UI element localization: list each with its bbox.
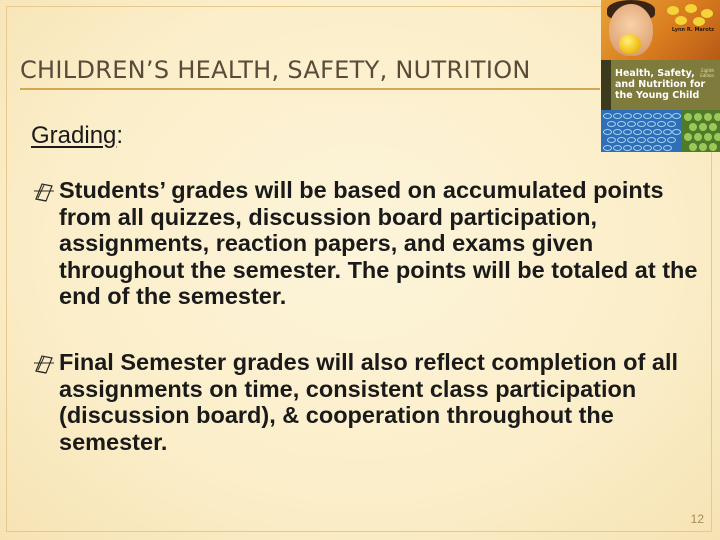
book-bullet-icon <box>33 180 59 204</box>
book-title-band <box>601 60 720 110</box>
section-heading-text: Grading <box>31 122 117 149</box>
book-title: Health, Safety, and Nutrition for the Young Child <box>615 68 706 101</box>
yellow-fruit <box>619 34 641 54</box>
book-cover-image <box>601 0 720 152</box>
section-heading-colon: : <box>116 122 124 149</box>
title-underline <box>20 88 600 90</box>
book-bullet-icon <box>33 352 59 376</box>
list-item: Students’ grades will be based on accumulated points from all quizzes, discussion board participation, assignments, reaction papers, and exams given throughout the semester. The points will be totaled at the end of the semester. <box>59 177 698 309</box>
book-cover-photo <box>601 0 720 60</box>
slide-title: CHILDREN’S HEALTH, SAFETY, NUTRITION <box>20 56 531 84</box>
section-heading <box>31 122 123 150</box>
book-edition: Eighth Edition <box>700 68 714 78</box>
list-item: Final Semester grades will also reflect completion of all assignments on time, consistent class participation (discussion board), & cooperation throughout the semester. <box>59 349 679 455</box>
book-author: Lynn R. Marotz <box>671 27 714 33</box>
book-cover-pattern <box>601 110 720 152</box>
page-number: 12 <box>690 512 704 526</box>
